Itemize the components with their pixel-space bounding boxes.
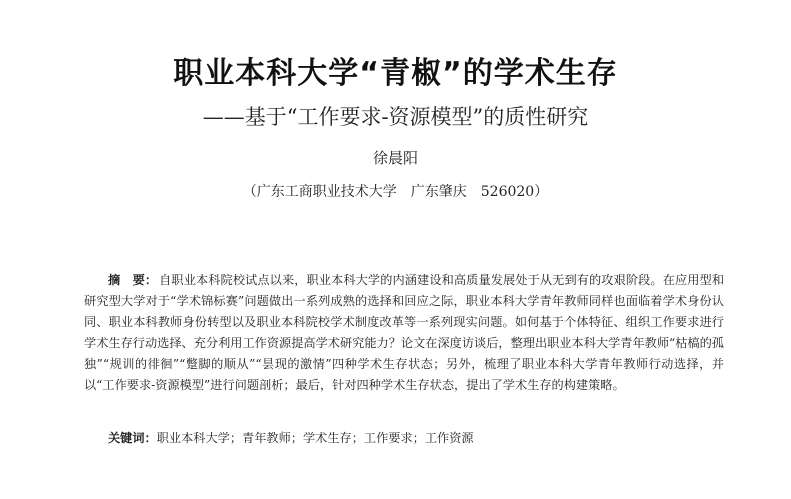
paper-subtitle: ——基于“工作要求-资源模型”的质性研究 (202, 105, 589, 129)
author-name: 徐晨阳 (372, 149, 418, 167)
keywords (84, 428, 724, 449)
author-affiliation: （广东工商职业技术大学 广东肇庆 526020） (242, 184, 549, 200)
abstract (84, 270, 724, 396)
keywords-text: 职业本科大学；青年教师；学术生存；工作要求；工作资源 (156, 431, 474, 445)
abstract-text: 自职业本科院校试点以来，职业本科大学的内涵建设和高质量发展处于从无到有的攻艰阶段。在应用型和研究型大学对于“学术锦标赛”问题做出一系列成熟的选择和回应之际，职业本科大学青年教师同样也面临着学术身份认同、职业本科教师身份转型以及职业本科院校学术制度改革等一系列现实问题。如何基于个体特征、组织工作要求进行学术生存行动选择、充分利用工作资源提高学术研究能力？论文在深度访谈后，整理出职业本科大学青年教师“枯槁的孤独”“规训的徘徊”“蹩脚的顺从”“昙现的激情”四种学术生存状态；另外，梳理了职业本科大学青年教师行动选择，并以“工作要求-资源模型”进行问题剖析；最后，针对四种学术生存状态，提出了学术生存的构建策略。 (84, 273, 725, 392)
paper-title: 职业本科大学“青椒”的学术生存 (173, 56, 618, 91)
keywords-label: 关键词： (108, 431, 157, 445)
abstract-label: 摘 要： (108, 273, 158, 287)
